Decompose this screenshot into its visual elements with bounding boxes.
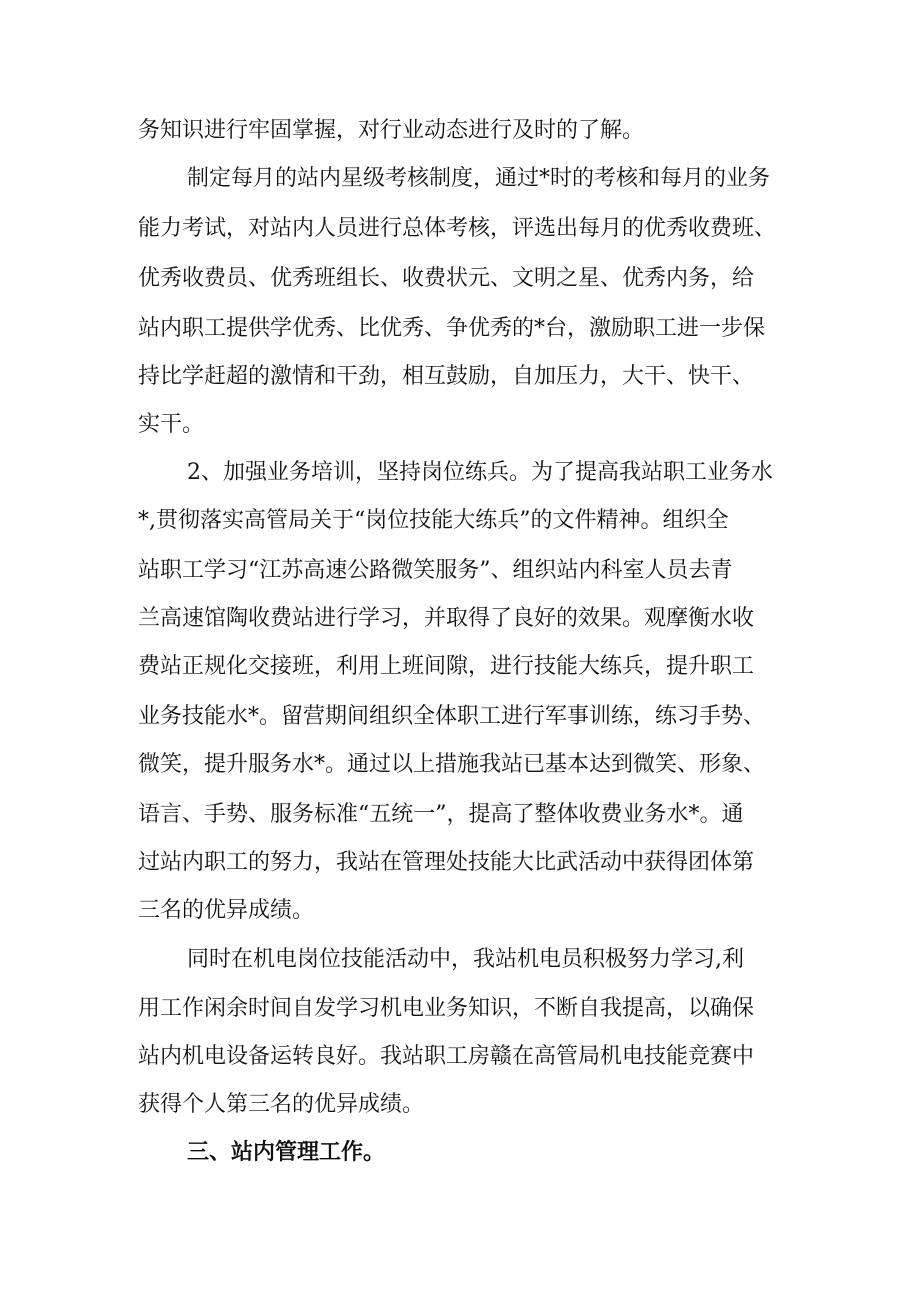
text-line: 微笑，提升服务水*。通过以上措施我站已基本达到微笑、形象、 bbox=[138, 752, 766, 777]
section-heading: 三、站内管理工作。 bbox=[187, 1140, 386, 1165]
text-line: 业务技能水*。留营期间组织全体职工进行军事训练，练习手势、 bbox=[138, 704, 766, 729]
text-line: *,贯彻落实高管局关于“岗位技能大练兵”的文件精神。组织全 bbox=[138, 508, 729, 533]
text-line: 实干。 bbox=[138, 412, 205, 437]
text-line: 务知识进行牢固掌握，对行业动态进行及时的了解。 bbox=[138, 118, 645, 143]
text-line: 同时在机电岗位技能活动中，我站机电员积极努力学习,利 bbox=[187, 947, 744, 972]
text-line: 过站内职工的努力，我站在管理处技能大比武活动中获得团体第 bbox=[138, 850, 755, 875]
text-line: 语言、手势、服务标准“五统一”，提高了整体收费业务水*。通 bbox=[138, 802, 744, 827]
text-line: 三名的优异成绩。 bbox=[138, 898, 315, 923]
text-line: 优秀收费员、优秀班组长、收费状元、文明之星、优秀内务，给 bbox=[138, 266, 755, 291]
text-line: 用工作闲余时间自发学习机电业务知识，不断自我提高，以确保 bbox=[138, 996, 755, 1021]
text-line: 2、加强业务培训，坚持岗位练兵。为了提高我站职工业务水 bbox=[187, 460, 773, 485]
text-line: 费站正规化交接班，利用上班间隙，进行技能大练兵，提升职工 bbox=[138, 654, 755, 679]
text-line: 持比学赶超的激情和干劲，相互鼓励，自加压力，大干、快干、 bbox=[138, 364, 755, 389]
text-line: 兰高速馆陶收费站进行学习，并取得了良好的效果。观摩衡水收 bbox=[138, 606, 755, 631]
text-line: 站职工学习“江苏高速公路微笑服务”、组织站内科室人员去青 bbox=[138, 558, 733, 583]
text-line: 站内机电设备运转良好。我站职工房赣在高管局机电技能竞赛中 bbox=[138, 1044, 755, 1069]
text-line: 能力考试，对站内人员进行总体考核，评选出每月的优秀收费班、 bbox=[138, 216, 777, 241]
text-line: 获得个人第三名的优异成绩。 bbox=[138, 1092, 425, 1117]
text-line: 制定每月的站内星级考核制度，通过*时的考核和每月的业务 bbox=[187, 166, 771, 191]
text-line: 站内职工提供学优秀、比优秀、争优秀的*台，激励职工进一步保 bbox=[138, 316, 766, 341]
